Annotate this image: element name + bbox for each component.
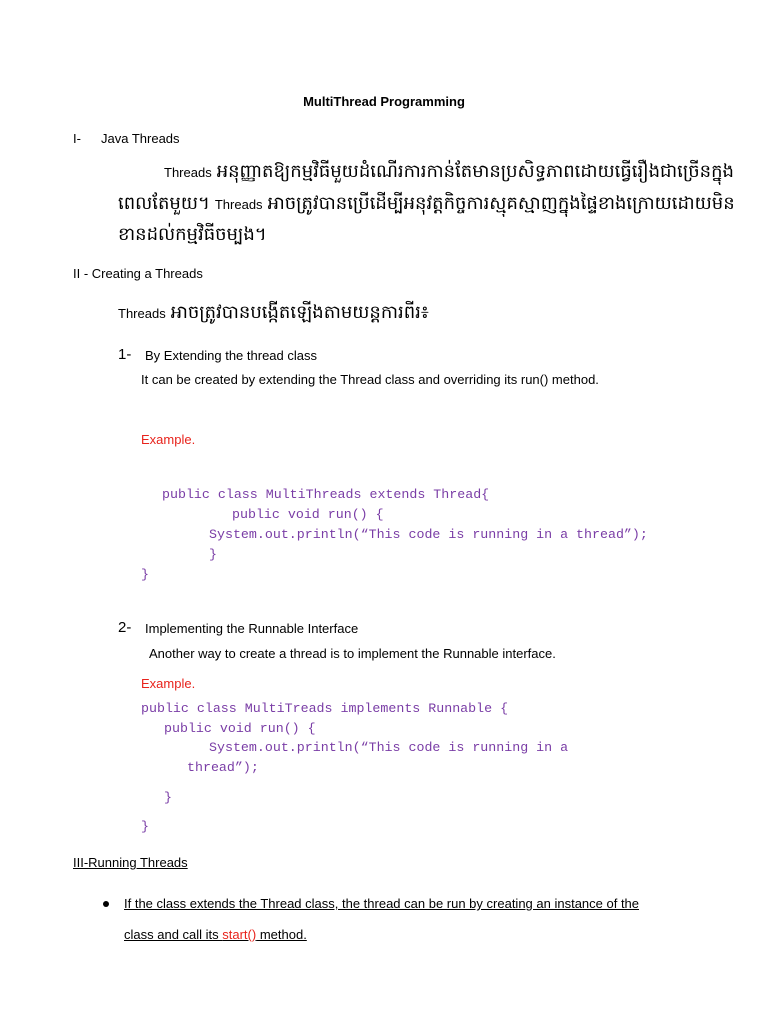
method1-code-line2: public void run() { <box>232 507 384 522</box>
method2-example-label: Example. <box>141 676 196 691</box>
method2-title: Implementing the Runnable Interface <box>145 621 359 636</box>
section1-marker: I- <box>73 131 81 146</box>
bullet-line2-post: method. <box>256 927 307 942</box>
method2-code-line4: thread”); <box>187 760 259 775</box>
para-line1-km: អនុញ្ញាតឱ្យកម្មវិធីមួយដំណើរការកាន់តែមានប្រសិទ្ធភាពដោយធ្វើរឿងជាច្រើនក្នុង <box>211 161 734 181</box>
bullet-text-line2 <box>124 927 307 942</box>
method1-title: By Extending the thread class <box>145 348 317 363</box>
para-line1-en: Threads <box>164 165 212 180</box>
method1-code-line4: } <box>209 547 217 562</box>
method1-code-line1: public class MultiThreads extends Thread{ <box>162 487 490 502</box>
method2-code-line2: public void run() { <box>164 721 316 736</box>
para-line2-km-b: អាចត្រូវបានប្រើដើម្បីអនុវត្តកិច្ចការស្មុគស្មាញក្នុងផ្ទៃខាងក្រោយដោយមិន <box>262 193 735 213</box>
method1-desc: It can be created by extending the Thread class and overriding its run() method. <box>141 372 599 387</box>
para-line2-en: Threads <box>214 197 263 212</box>
method2-code-line3: System.out.println(“This code is running in a <box>209 740 569 755</box>
section3-heading: III-Running Threads <box>73 855 188 870</box>
method2-code-line6: } <box>141 819 149 834</box>
method2-code-line5: } <box>164 790 172 805</box>
section1-para-line3 <box>118 222 267 249</box>
method2-number: 2- <box>118 619 132 636</box>
intro-km: អាចត្រូវបានបង្កើតឡើងតាមយន្តការពីរ៖ <box>165 302 429 322</box>
method1-example-label: Example. <box>141 432 196 447</box>
method1-code-line3: System.out.println(“This code is running in a thread”); <box>209 527 648 542</box>
para-line3-km: ខានដល់កម្មវិធីចម្បង។ <box>118 224 267 244</box>
intro-en: Threads <box>118 306 166 321</box>
bullet-dot <box>103 901 109 907</box>
method1-number: 1- <box>118 346 132 363</box>
section1-heading: Java Threads <box>101 131 180 146</box>
section1-para-line2 <box>118 191 735 218</box>
start-method-highlight: start() <box>222 927 257 942</box>
method2-desc: Another way to create a thread is to implement the Runnable interface. <box>149 646 556 661</box>
para-line2-km-a: ពេលតែមួយ។ <box>118 193 215 213</box>
bullet-text-line1: If the class extends the Thread class, the thread can be run by creating an instance of the <box>124 896 640 911</box>
bullet-line2-pre: class and call its <box>124 927 223 942</box>
section2-heading: II - Creating a Threads <box>73 266 203 281</box>
section2-intro <box>118 300 429 327</box>
method1-code-line5: } <box>141 567 149 582</box>
method2-code-line1: public class MultiTreads implements Runnable { <box>141 701 509 716</box>
section1-para-line1 <box>164 159 734 186</box>
page-title: MultiThread Programming <box>303 94 465 109</box>
